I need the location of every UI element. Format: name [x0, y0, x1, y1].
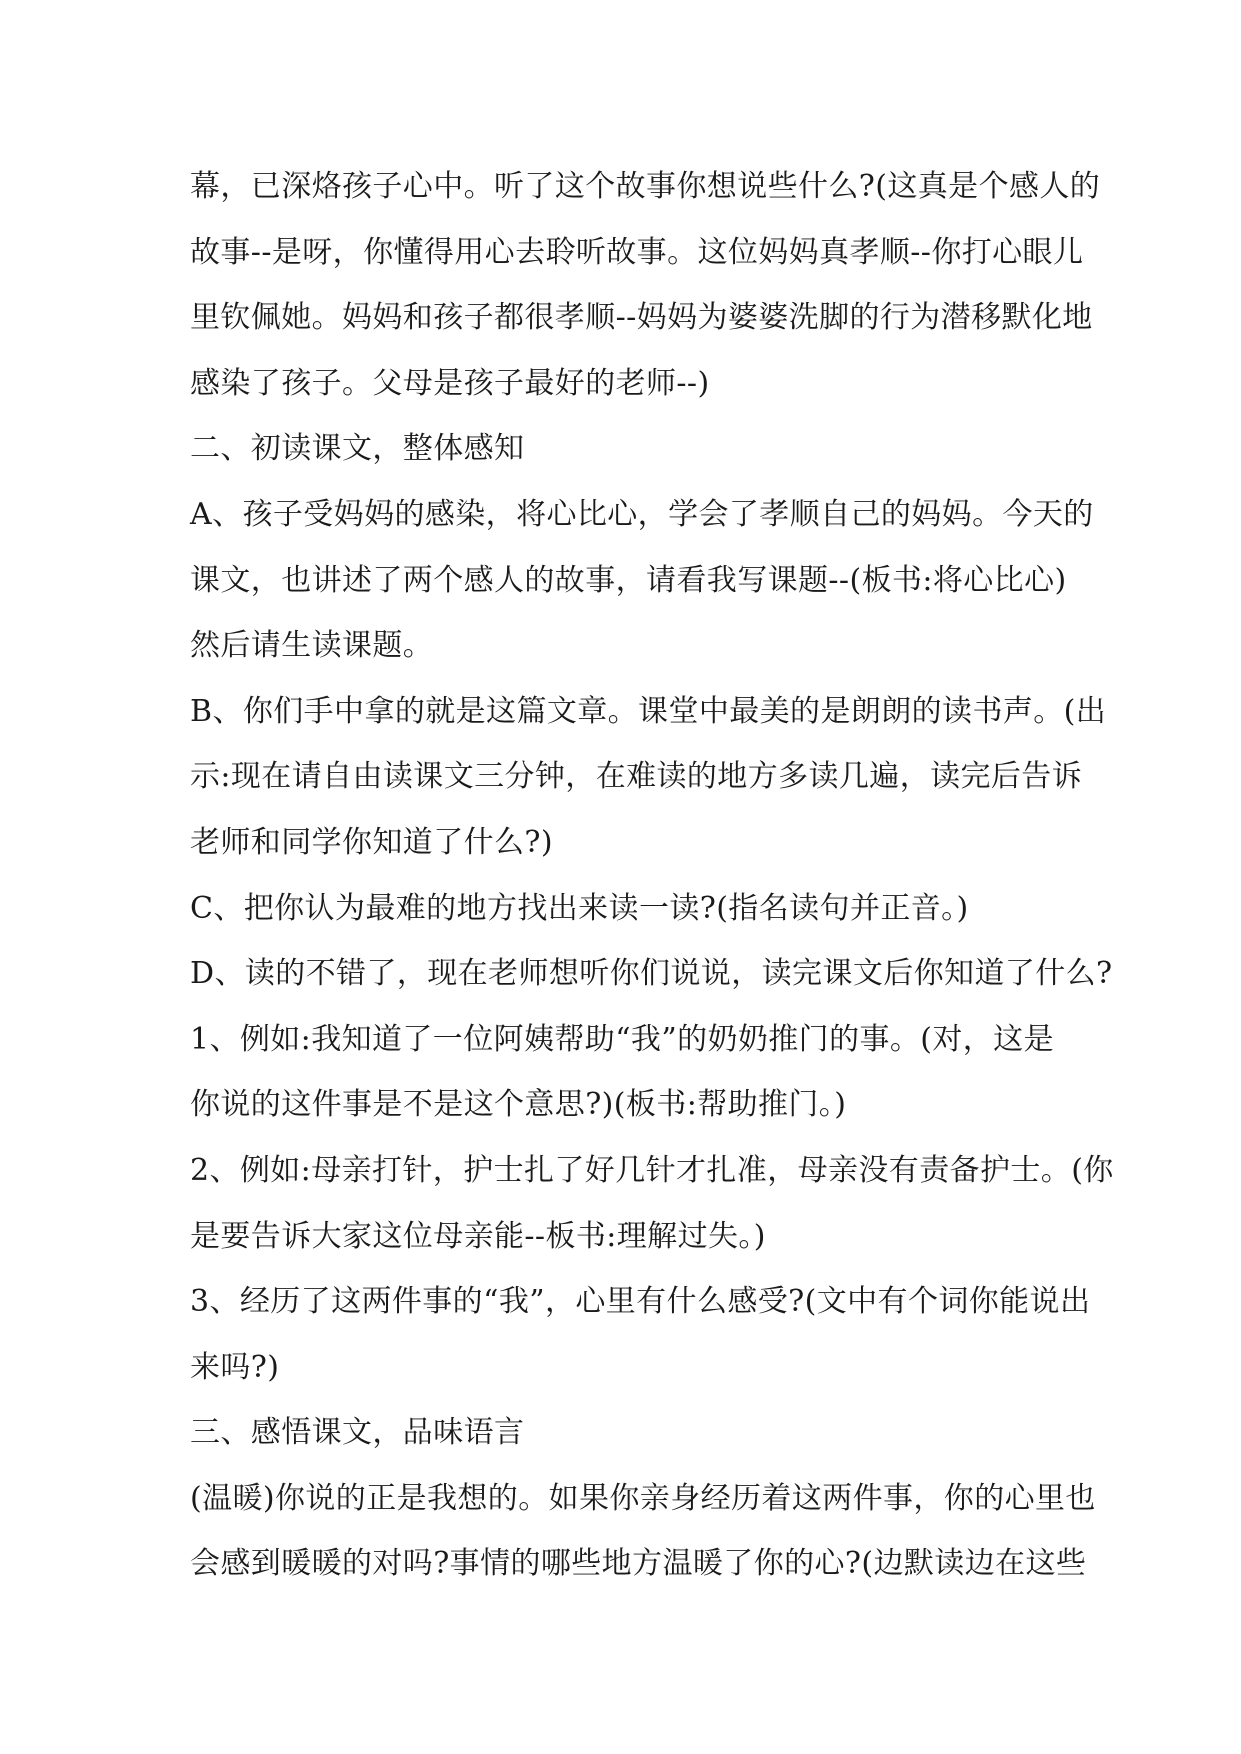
- text-line-1: 幕，已深烙孩子心中。听了这个故事你想说些什么?(这真是个感人的: [190, 169, 1101, 204]
- section-heading-2: 二、初读课文，整体感知: [190, 431, 525, 467]
- text-line-9: B、你们手中拿的就是这篇文章。课堂中最美的是朗朗的读书声。(出: [190, 693, 1107, 729]
- text-line-3: 里钦佩她。妈妈和孩子都很孝顺--妈妈为婆婆洗脚的行为潜移默化地: [190, 300, 1093, 336]
- text-line-7: 课文，也讲述了两个感人的故事，请看我写课题--(板书:将心比心): [190, 562, 1067, 598]
- text-line-8: 然后请生读课题。: [190, 628, 434, 664]
- text-line-12: C、把你认为最难的地方找出来读一读?(指名读句并正音。): [190, 890, 969, 926]
- text-line-17: 是要告诉大家这位母亲能--板书:理解过失。): [190, 1218, 766, 1254]
- text-line-14: 1、例如:我知道了一位阿姨帮助“我”的奶奶推门的事。(对，这是: [190, 1021, 1054, 1057]
- text-line-10: 示:现在请自由读课文三分钟，在难读的地方多读几遍，读完后告诉: [190, 759, 1083, 795]
- text-line-18: 3、经历了这两件事的“我”，心里有什么感受?(文中有个词你能说出: [190, 1284, 1091, 1320]
- text-line-19: 来吗?): [190, 1349, 280, 1385]
- text-line-13: D、读的不错了，现在老师想听你们说说，读完课文后你知道了什么?: [190, 956, 1113, 992]
- text-line-16: 2、例如:母亲打针，护士扎了好几针才扎准，母亲没有责备护士。(你: [190, 1152, 1114, 1188]
- text-line-21: (温暖)你说的正是我想的。如果你亲身经历着这两件事，你的心里也: [190, 1480, 1096, 1516]
- text-line-6: A、孩子受妈妈的感染，将心比心，学会了孝顺自己的妈妈。今天的: [190, 496, 1094, 532]
- text-line-15: 你说的这件事是不是这个意思?)(板书:帮助推门。): [190, 1087, 847, 1123]
- body-text: [190, 154, 1114, 1597]
- text-line-4: 感染了孩子。父母是孩子最好的老师--): [190, 365, 710, 401]
- text-line-11: 老师和同学你知道了什么?): [190, 824, 553, 860]
- text-line-22: 会感到暖暖的对吗?事情的哪些地方温暖了你的心?(边默读边在这些: [190, 1546, 1087, 1582]
- section-heading-3: 三、感悟课文，品味语言: [190, 1415, 525, 1451]
- text-line-2: 故事--是呀，你懂得用心去聆听故事。这位妈妈真孝顺--你打心眼儿: [190, 234, 1084, 270]
